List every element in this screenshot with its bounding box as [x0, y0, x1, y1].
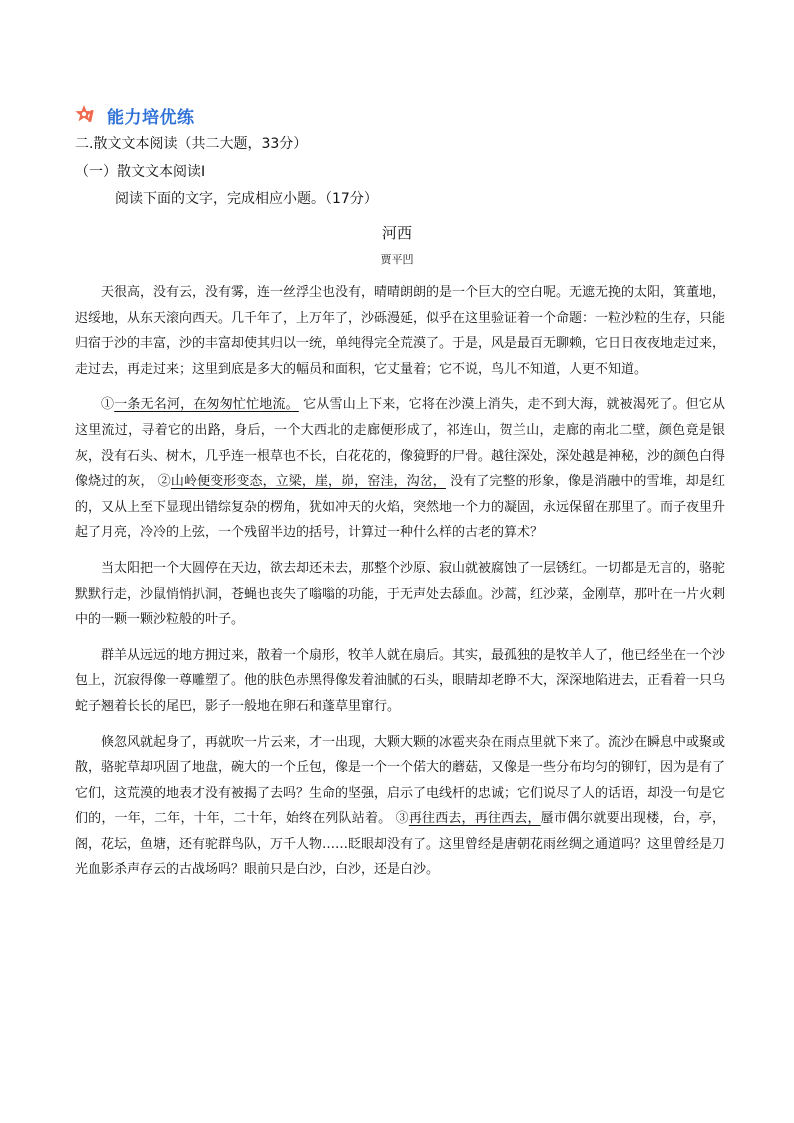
- section-header: [75, 100, 195, 130]
- article-body: [75, 280, 725, 893]
- star-badge-icon: [75, 104, 101, 126]
- paragraph-2-text-b: 没有了完整的形象，像是消融中的雪堆，却是红的，又从上至下显现出错综复杂的楞角，犹如冲天的火焰，突然地一个力的凝固，永远保留在那里了。而子夜里升起了月亮，冷冷的上弦，一个残留半边的括号，计算过一种什么样的古老的算术？: [75, 474, 726, 541]
- underlined-sentence-3: 再往西去，再往西去，: [408, 811, 541, 827]
- section-title: 能力培优练: [107, 107, 195, 128]
- paragraph-4: 群羊从远远的地方拥过来，散着一个扇形，牧羊人就在扇后。其实，最孤独的是牧羊人了，他已经坐在一个沙包上，沉寂得像一尊雕塑了。他的肤色赤黑得像发着油腻的石头，眼睛却老睁不大，深深地陷进去，正看着一只乌蛇子翘着长长的尾巴，影子一般地在卵石和蓬草里窜行。: [75, 647, 726, 714]
- instruction-text: 阅读下面的文字，完成相应小题。（17分）: [115, 191, 378, 207]
- article-author: 贾平凹: [380, 253, 414, 266]
- paragraph-5: [75, 730, 725, 884]
- marker-2: ②: [157, 474, 171, 490]
- paragraph-2-text-a: 它从雪山上下来，它将在沙漠上消失，走不到大海，就被渴死了。但它从这里流过，寻着它的出路，身后，一个大西北的走廊便形成了，祁连山，贺兰山，走廊的南北二壁，颜色竟是银灰，没有石头、树木，几乎连一根草也不长，白花花的，像獍野的尸骨。越往深处，深处越是神秘，沙的颜色白得像烧过的灰，: [75, 397, 726, 490]
- paragraph-5-text-a: 倏忽风就起身了，再就吹一片云来，才一出现，大颗大颗的冰雹夹杂在雨点里就下来了。流沙在瞬息中或聚或散，骆驼草却巩固了地盘，碗大的一个丘包，像是一个一个偌大的蘑菇，又像是一些分布均匀的铆钉，因为是有了它们，这荒漠的地表才没有被揭了去吗？生命的坚强，启示了电线杆的忠诚；它们说尽了人的话语，却没一句是它们的，一年，二年，十年，二十年，始终在列队站着。: [75, 734, 726, 827]
- marker-1: ①: [101, 397, 115, 413]
- underlined-sentence-1: 一条无名河，在匆匆忙忙地流。: [114, 397, 299, 413]
- underlined-sentence-2: 山岭便变形变态，立梁，崖，峁，窑洼，沟岔，: [170, 474, 446, 490]
- paragraph-3: 当太阳把一个大圆停在天边，欲去却还未去，那整个沙原、寂山就被腐蚀了一层锈红。一切都是无言的，骆驼默默行走，沙鼠悄悄扒洞，苍蝇也丧失了嗡嗡的功能，于无声处去舔血。沙蒿，红沙菜，金刚草，那叶在一片火剌中的一颗一颗沙粒般的叶子。: [75, 560, 726, 628]
- paragraph-5-text-b: 蜃市偶尔就要出现楼，台，亭，阁，花坛，鱼塘，还有驼群鸟队，万千人物……眨眼却没有了。这里曾经是唐朝花雨丝绸之通道吗？这里曾经是刀光血影杀声存云的古战场吗？眼前只是白沙，白沙，还是白沙。: [75, 811, 726, 878]
- subsection-heading: （一）散文文本阅读Ⅰ: [75, 164, 206, 180]
- paragraph-1: 天很高，没有云，没有雾，连一丝浮尘也没有，晴晴朗朗的是一个巨大的空白呢。无遮无挽的太阳，箕董地，迟绥地，从东天滚向西天。几千年了，上万年了，沙砾漫延，似乎在这里验证着一个命题：一粒沙粒的生存，只能归宿于沙的丰富，沙的丰富却使其归以一统，单纯得完全荒漠了。于是，风是最百无聊赖，它日日夜夜地走过来，走过去，再走过来；这里到底是多大的幅员和面积，它丈量着；它不说，鸟儿不知道，人更不知道。: [75, 285, 726, 377]
- section-heading: 二.散文文本阅读（共二大题，33分）: [75, 136, 308, 152]
- paragraph-2: [75, 392, 725, 546]
- marker-3: ③: [395, 811, 409, 827]
- article-title: 河西: [381, 224, 412, 242]
